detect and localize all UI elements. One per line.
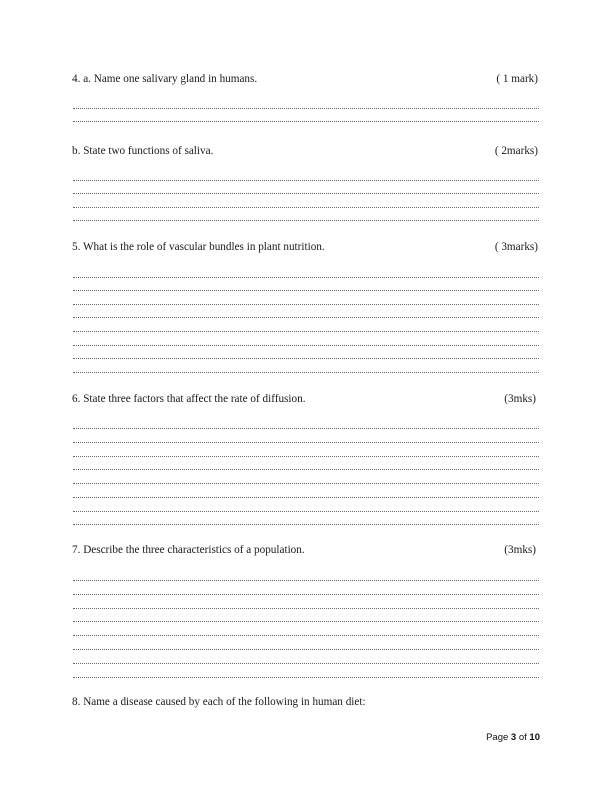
answer-line[interactable] [73,193,539,194]
question-text: 6. State three factors that affect the rate of diffusion. [72,393,306,405]
answer-line[interactable] [73,108,539,109]
answer-line[interactable] [73,207,539,208]
answer-line[interactable] [73,290,539,291]
marks-label: ( 2marks) [494,145,538,157]
marks-label: ( 3marks) [494,241,538,253]
answer-line[interactable] [73,497,539,498]
answer-line[interactable] [73,608,539,609]
page-number [486,732,540,743]
answer-line[interactable] [73,594,539,595]
answer-line[interactable] [73,580,539,581]
marks-label: (3mks) [504,393,536,405]
question-text: 7. Describe the three characteristics of a population. [72,544,305,556]
marks-label: ( 1 mark) [496,73,538,85]
answer-line[interactable] [73,304,539,305]
total-pages: 10 [529,732,540,743]
answer-line[interactable] [73,372,539,373]
answer-line[interactable] [73,524,539,525]
question-text: 5. What is the role of vascular bundles in plant nutrition. [72,241,325,253]
question-text: b. State two functions of saliva. [72,145,214,157]
answer-line[interactable] [73,331,539,332]
current-page: 3 [510,732,517,743]
page-prefix: Page [486,732,509,743]
answer-line[interactable] [73,442,539,443]
question-text: 8. Name a disease caused by each of the following in human diet: [72,696,366,708]
answer-line[interactable] [73,428,539,429]
answer-line[interactable] [73,358,539,359]
question-text: 4. a. Name one salivary gland in humans. [72,73,258,85]
answer-line[interactable] [73,180,539,181]
answer-line[interactable] [73,277,539,278]
answer-line[interactable] [73,621,539,622]
answer-line[interactable] [73,483,539,484]
page-separator: of [518,732,527,743]
answer-line[interactable] [73,635,539,636]
answer-line[interactable] [73,663,539,664]
answer-line[interactable] [73,345,539,346]
answer-line[interactable] [73,220,539,221]
answer-line[interactable] [73,469,539,470]
answer-line[interactable] [73,317,539,318]
answer-line[interactable] [73,511,539,512]
marks-label: (3mks) [504,544,536,556]
answer-line[interactable] [73,649,539,650]
answer-line[interactable] [73,456,539,457]
answer-line[interactable] [73,121,539,122]
answer-line[interactable] [73,677,539,678]
